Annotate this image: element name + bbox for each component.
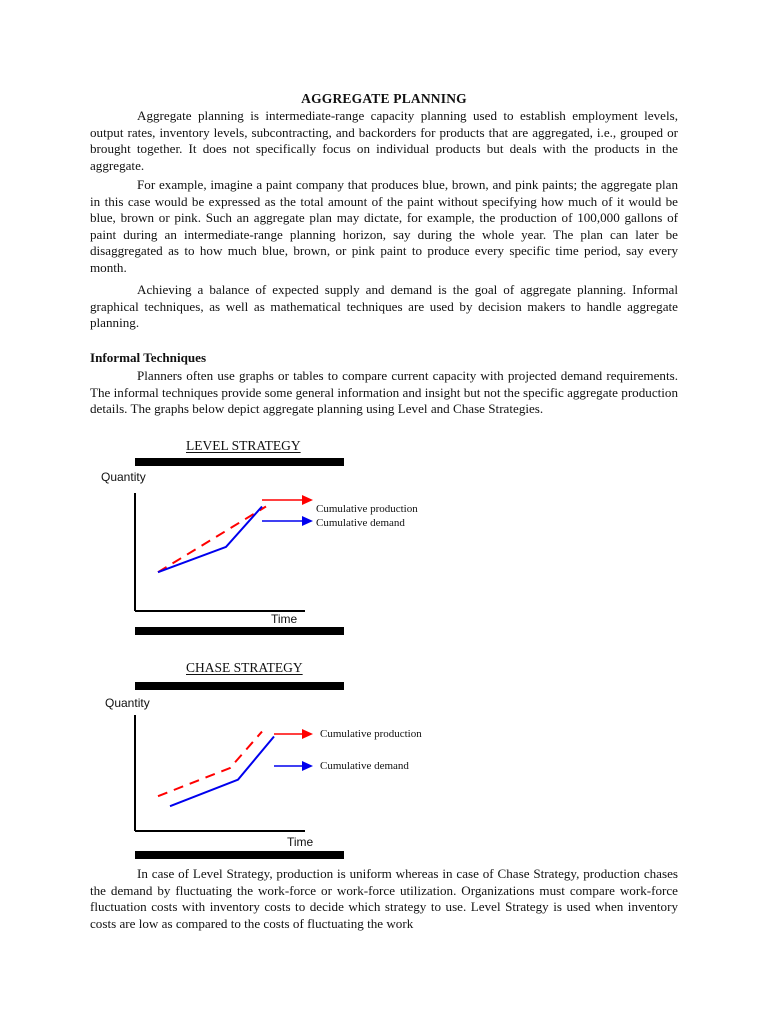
chart-title: CHASE STRATEGY	[186, 660, 303, 675]
production-series-line	[158, 506, 266, 572]
y-axis-label: Quantity	[101, 470, 146, 484]
y-axis-label: Quantity	[105, 696, 150, 710]
paragraph-closing: In case of Level Strategy, production is uniform whereas in case of Chase Strategy, production chases the demand by fluctuating the work-force or work-force utilization. Organizations must compare work-force fluctuation costs with inventory costs to decide which strategy to use. Level Strategy is used when inventory costs are low as compared to the costs of fluctuating the work	[90, 866, 678, 931]
chart-title: LEVEL STRATEGY	[186, 438, 301, 453]
paragraph-balance: Achieving a balance of expected supply and demand is the goal of aggregate planning. Informal graphical techniques, as well as mathematical techniques are used by decision makers to handle aggregate planning.	[90, 282, 678, 331]
section-heading: Informal Techniques	[90, 350, 207, 365]
x-axis-label: Time	[271, 612, 298, 626]
demand-legend-arrow-head	[302, 516, 313, 526]
production-legend-arrow-head	[302, 729, 313, 739]
paragraph-example: For example, imagine a paint company that produces blue, brown, and pink paints; the aggregate plan in this case would be expressed as the total amount of the paint without specifying how much of it would be blue, brown or pink. Such an aggregate plan may dictate, for example, the production of 100,000 gallons of paint during an intermediate-range planning horizon, say during the whole year. The plan can later be disaggregated as to how much blue, brown, or pink paint to produce every specific time period, say every month.	[90, 177, 678, 275]
legend-demand: Cumulative demand	[316, 517, 405, 529]
production-legend-arrow-head	[302, 495, 313, 505]
paragraph-intro: Aggregate planning is intermediate-range capacity planning used to establish employment levels, output rates, inventory levels, subcontracting, and backorders for products that are aggregated, i.e., grouped or brought together. It does not specifically focus on individual products but deals with the products in the aggregate.	[90, 108, 678, 173]
chase-plot-area	[135, 715, 313, 831]
document-title: AGGREGATE PLANNING	[301, 91, 467, 106]
demand-legend-arrow-head	[302, 761, 313, 771]
level-plot-area	[135, 493, 313, 611]
legend-production: Cumulative production	[320, 728, 422, 740]
x-axis-label: Time	[287, 835, 314, 849]
paragraph-informal: Planners often use graphs or tables to compare current capacity with projected demand requirements. The informal techniques provide some general information and insight but not the specific aggregate production details. The graphs below depict aggregate planning using Level and Chase Strategies.	[90, 368, 678, 417]
legend-production: Cumulative production	[316, 503, 418, 515]
legend-demand: Cumulative demand	[320, 760, 409, 772]
production-series-line	[158, 732, 262, 797]
